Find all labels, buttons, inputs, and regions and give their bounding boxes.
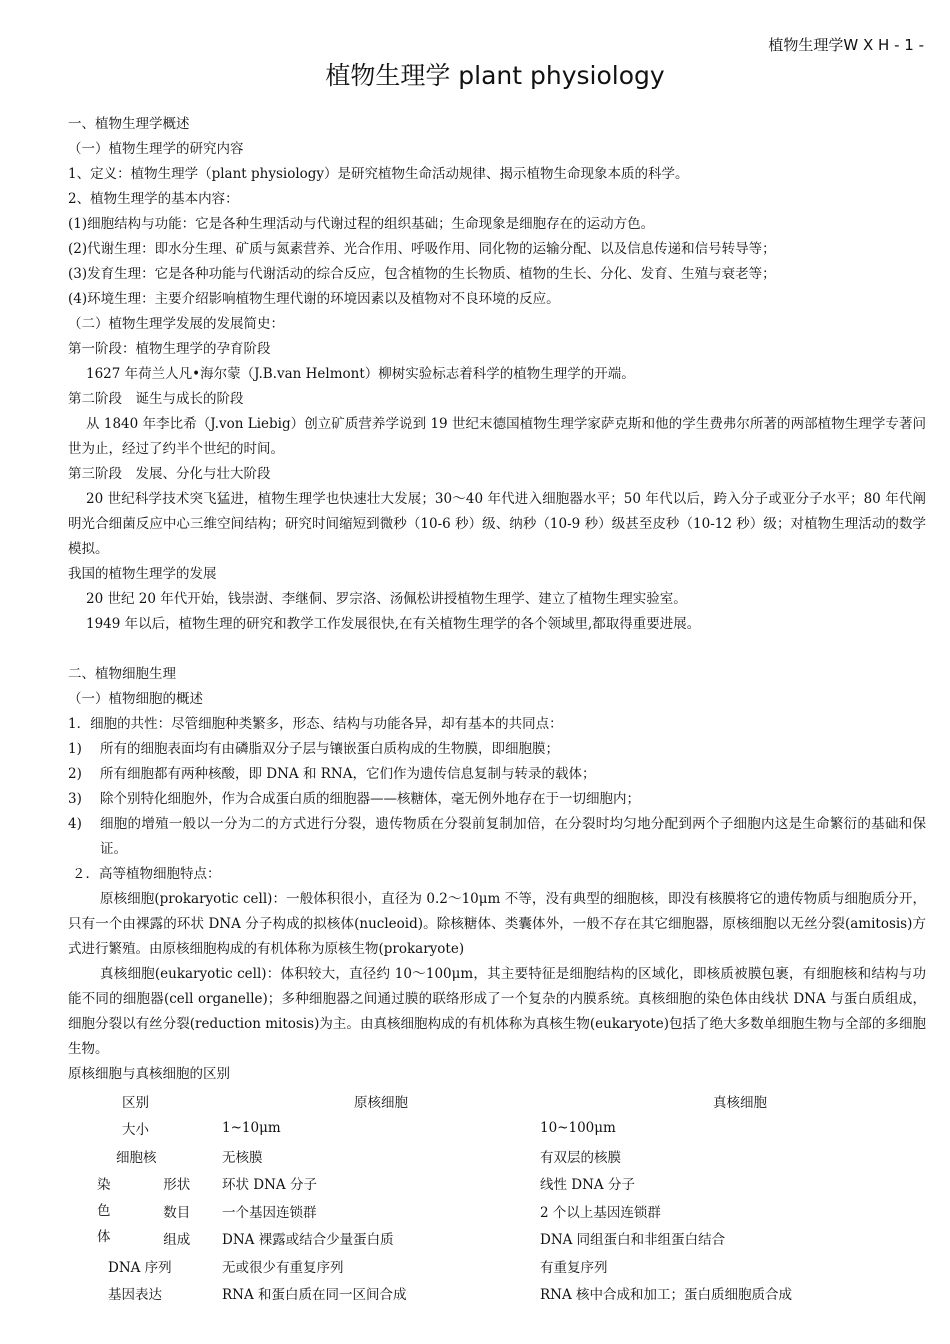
table-cell: 线性 DNA 分子: [540, 1177, 635, 1194]
table-cell: 2 个以上基因连锁群: [540, 1204, 661, 1221]
table-row: [68, 1115, 940, 1143]
table-row: [68, 1197, 940, 1225]
stage2-title: 第二阶段 诞生与成长的阶段: [68, 391, 244, 407]
table-header-row: [68, 1087, 940, 1115]
stage1-title: 第一阶段：植物生理学的孕育阶段: [68, 341, 271, 357]
table-cell: DNA 序列: [108, 1259, 172, 1276]
table-row: [68, 1170, 940, 1198]
section1-heading: 一、植物生理学概述: [68, 116, 190, 132]
table-cell: 无核膜: [222, 1149, 263, 1166]
stage3-text: 20 世纪科学技术突飞猛进，植物生理学也快速壮大发展；30～40 年代进入细胞器水平；50 年代以后，跨入分子或亚分子水平；80 年代阐明光合细菌反应中心三维空间结构；研究时间缩短到微秒（10-6 秒）级、纳秒（10-9 秒）级甚至皮秒（10-12 秒）级；对植物生理活动的数学模拟。: [68, 491, 926, 557]
list-item: 2) 所有细胞都有两种核酸，即 DNA 和 RNA，它们作为遗传信息复制与转录的载体；: [68, 766, 596, 782]
list-item: 4) 细胞的增殖一般以一分为二的方式进行分裂，遗传物质在分裂前复制加倍，在分裂时均匀地分配到两个子细胞内这是生命繁衍的基础和保证。: [68, 816, 926, 857]
comparison-table: [68, 1087, 940, 1307]
table-row: [68, 1252, 940, 1280]
page-header: 植物生理学W X H - 1 -: [768, 36, 924, 54]
table-cell: 细胞核: [116, 1149, 157, 1166]
table-cell: 有双层的核膜: [540, 1149, 621, 1166]
section2-heading: 二、植物细胞生理: [68, 666, 176, 682]
table-cell: 环状 DNA 分子: [222, 1177, 317, 1194]
diff-title: 原核细胞与真核细胞的区别: [68, 1066, 230, 1082]
content-item: (1)细胞结构与功能：它是各种生理活动与代谢过程的组织基础；生命现象是细胞存在的运动方色。: [68, 216, 655, 232]
stage2-text: 从 1840 年李比希（J.von Liebig）创立矿质营养学说到 19 世纪末德国植物生理学家萨克斯和他的学生费弗尔所著的两部植物生理学专著问世为止，经过了约半个世纪的时间。: [68, 416, 926, 457]
table-row: [68, 1142, 940, 1170]
list-item: 3) 除个别特化细胞外，作为合成蛋白质的细胞器——核糖体，毫无例外地存在于一切细胞内；: [68, 791, 640, 807]
stage3-title: 第三阶段 发展、分化与壮大阶段: [68, 466, 271, 482]
content-item: (4)环境生理：主要介绍影响植物生理代谢的环境因素以及植物对不良环境的反应。: [68, 291, 560, 307]
content-item: (3)发育生理：它是各种功能与代谢活动的综合反应，包含植物的生长物质、植物的生长、分化、发育、生殖与衰老等；: [68, 266, 776, 282]
table-row: [68, 1280, 940, 1308]
table-header: 真核细胞: [713, 1094, 767, 1111]
basic-content-heading: 2、植物生理学的基本内容：: [68, 191, 239, 207]
table-cell: 数目: [163, 1204, 191, 1221]
table-cell: DNA 同组蛋白和非组蛋白结合: [540, 1232, 726, 1249]
content-item: (2)代谢生理：即水分生理、矿质与氮素营养、光合作用、呼吸作用、同化物的运输分配、以及信息传递和信号转导等；: [68, 241, 776, 257]
table-header: 原核细胞: [354, 1094, 408, 1111]
china-text-2: 1949 年以后，植物生理的研究和教学工作发展很快,在有关植物生理学的各个领域里,都取得重要进展。: [86, 616, 701, 632]
table-row: [68, 1225, 940, 1253]
section1-sub2: （二）植物生理学发展的发展简史：: [68, 316, 284, 332]
higher-plant-heading: ２．高等植物细胞特点：: [72, 866, 221, 882]
table-cell: 1~10μm: [222, 1120, 281, 1137]
table-cell: 一个基因连锁群: [222, 1204, 317, 1221]
table-cell: RNA 核中合成和加工；蛋白质细胞质合成: [540, 1287, 793, 1304]
table-cell: 基因表达: [108, 1287, 162, 1304]
table-cell: 有重复序列: [540, 1259, 608, 1276]
table-cell: DNA 裸露或结合少量蛋白质: [222, 1232, 394, 1249]
table-cell: 10~100μm: [540, 1120, 616, 1137]
table-cell: 无或很少有重复序列: [222, 1259, 344, 1276]
china-text-1: 20 世纪 20 年代开始，钱崇澍、李继侗、罗宗洛、汤佩松讲授植物生理学、建立了植物生理实验室。: [86, 591, 687, 607]
table-cell: 组成: [163, 1232, 191, 1249]
stage1-text: 1627 年荷兰人凡•海尔蒙（J.B.van Helmont）柳树实验标志着科学的植物生理学的开端。: [86, 366, 635, 382]
prokaryotic-paragraph: 原核细胞(prokaryotic cell)：一般体积很小，直径为 0.2～10μm 不等，没有典型的细胞核，即没有核膜将它的遗传物质与细胞质分开，只有一个由裸露的环状 DNA 分子构成的拟核体(nucleoid)。除核糖体、类囊体外，一般不存在其它细胞器，原核细胞以无丝分裂(amitosis)方式进行繁殖。由原核细胞构成的有机体称为原核生物(prokaryote): [68, 891, 926, 957]
page-title: 植物生理学 plant physiology: [325, 61, 665, 90]
table-cell: 形状: [163, 1177, 191, 1194]
eukaryotic-paragraph: 真核细胞(eukaryotic cell)：体积较大，直径约 10～100μm，其主要特征是细胞结构的区域化，即核质被膜包裹，有细胞核和结构与功能不同的细胞器(cell organelle)；多种细胞器之间通过膜的联络形成了一个复杂的内膜系统。真核细胞的染色体由线状 DNA 与蛋白质组成，细胞分裂以有丝分裂(reduction mitosis)为主。由真核细胞构成的有机体称为真核生物(eukaryote)包括了绝大多数单细胞生物与全部的多细胞生物。: [68, 966, 926, 1057]
document-body: [68, 112, 926, 1087]
chromosome-label: 染 色 体: [97, 1176, 111, 1245]
section1-sub1: （一）植物生理学的研究内容: [68, 141, 244, 157]
table-header: 区别: [122, 1094, 149, 1111]
table-cell: RNA 和蛋白质在同一区间合成: [222, 1287, 407, 1304]
definition: 1、定义：植物生理学（plant physiology）是研究植物生命活动规律、揭示植物生命现象本质的科学。: [68, 166, 689, 182]
china-title: 我国的植物生理学的发展: [68, 566, 217, 582]
table-cell: 大小: [122, 1122, 149, 1139]
common-features: 1．细胞的共性：尽管细胞种类繁多，形态、结构与功能各异，却有基本的共同点：: [68, 716, 563, 732]
section2-sub1: （一）植物细胞的概述: [68, 691, 203, 707]
list-item: 1) 所有的细胞表面均有由磷脂双分子层与镶嵌蛋白质构成的生物膜，即细胞膜；: [68, 741, 559, 757]
